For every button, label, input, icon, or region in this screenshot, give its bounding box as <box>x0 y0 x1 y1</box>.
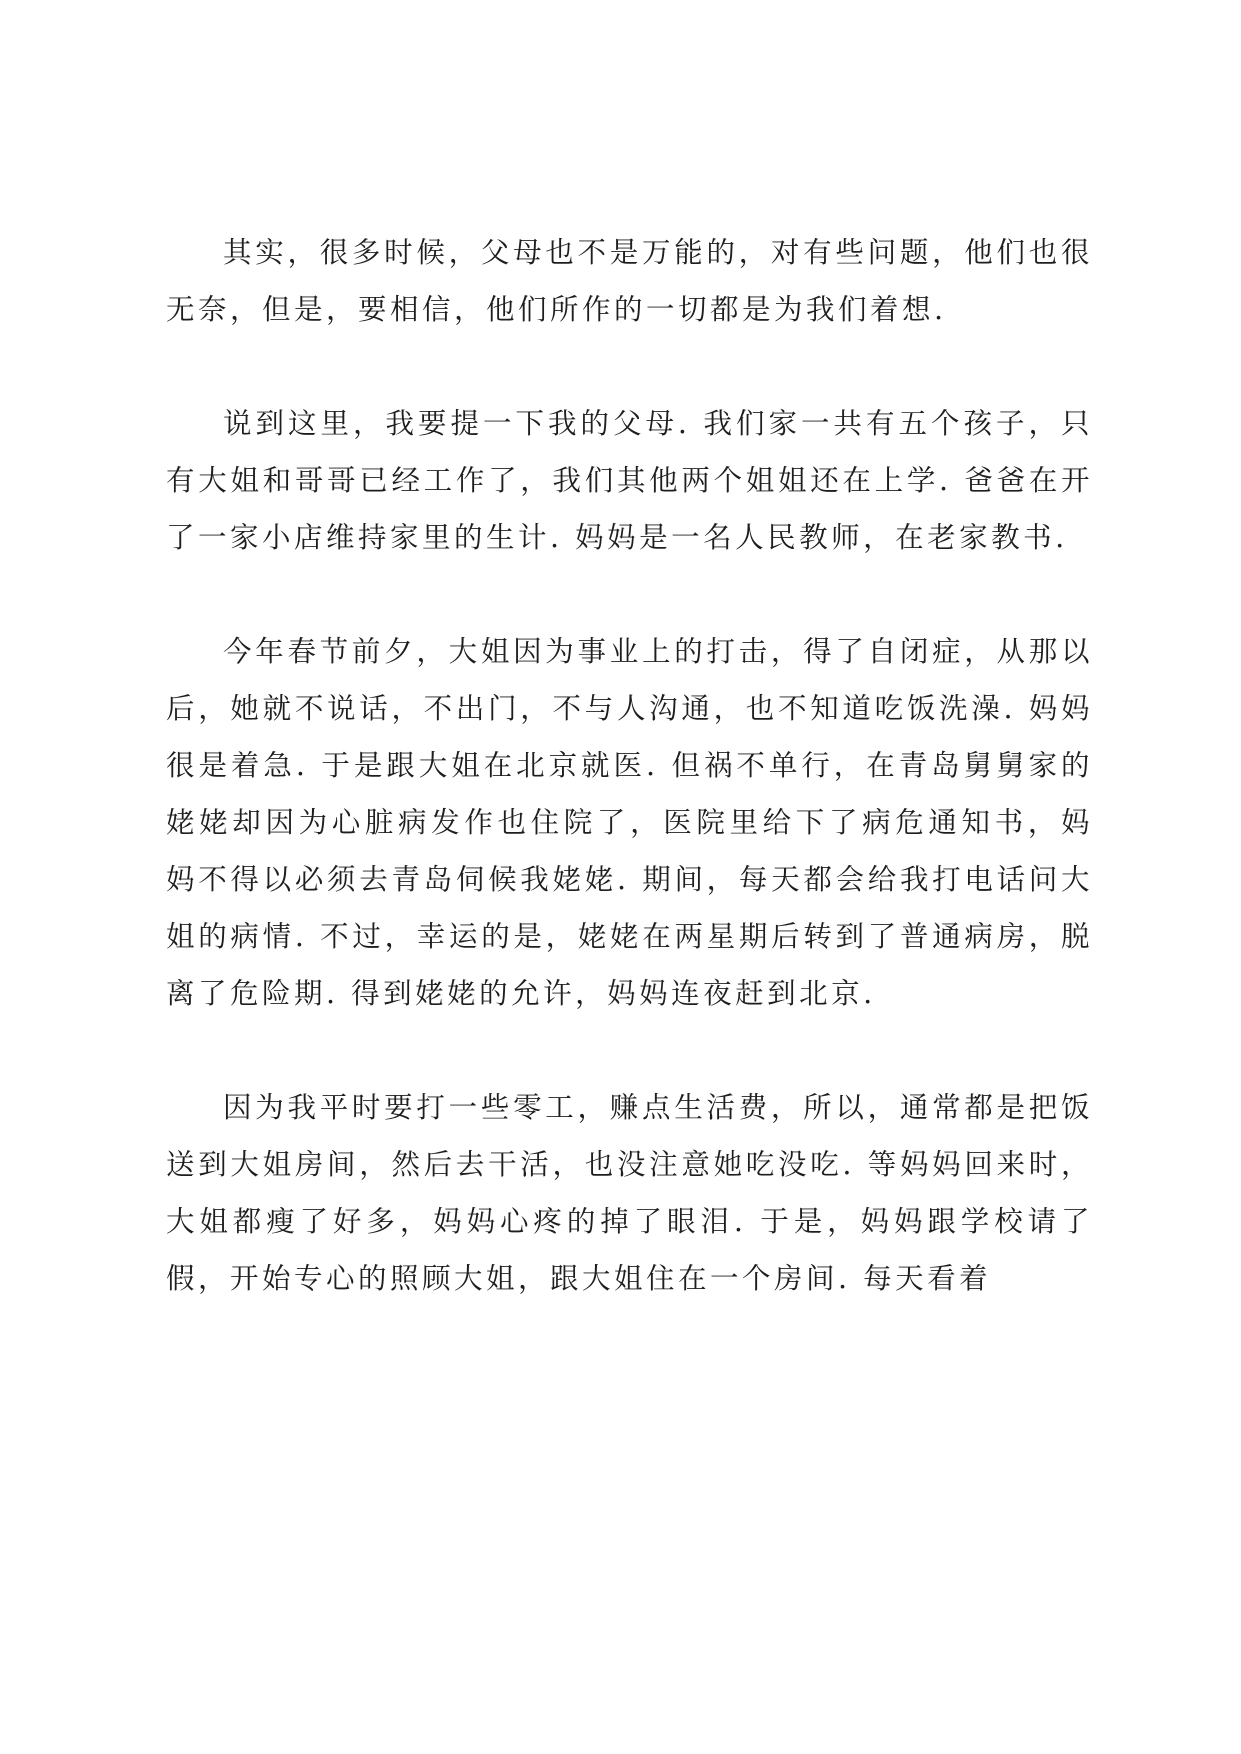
document-body <box>166 224 1093 1307</box>
paragraph: 今年春节前夕，大姐因为事业上的打击，得了自闭症，从那以后，她就不说话，不出门，不与人沟通，也不知道吃饭洗澡. 妈妈很是着急. 于是跟大姐在北京就医. 但祸不单行，在青岛舅舅家的姥姥却因为心脏病发作也住院了，医院里给下了病危通知书，妈妈不得以必须去青岛伺候我姥姥. 期间，每天都会给我打电话问大姐的病情. 不过，幸运的是，姥姥在两星期后转到了普通病房，脱离了危险期. 得到姥姥的允许，妈妈连夜赶到北京. <box>166 635 1093 1010</box>
paragraph: 说到这里，我要提一下我的父母. 我们家一共有五个孩子，只有大姐和哥哥已经工作了，我们其他两个姐姐还在上学. 爸爸在开了一家小店维持家里的生计. 妈妈是一名人民教师，在老家教书. <box>166 407 1093 554</box>
paragraph: 因为我平时要打一些零工，赚点生活费，所以，通常都是把饭送到大姐房间，然后去干活，也没注意她吃没吃. 等妈妈回来时，大姐都瘦了好多，妈妈心疼的掉了眼泪. 于是，妈妈跟学校请了假，开始专心的照顾大姐，跟大姐住在一个房间. 每天看着 <box>166 1091 1093 1295</box>
paragraph: 其实，很多时候，父母也不是万能的，对有些问题，他们也很无奈，但是，要相信，他们所作的一切都是为我们着想. <box>166 236 1093 326</box>
